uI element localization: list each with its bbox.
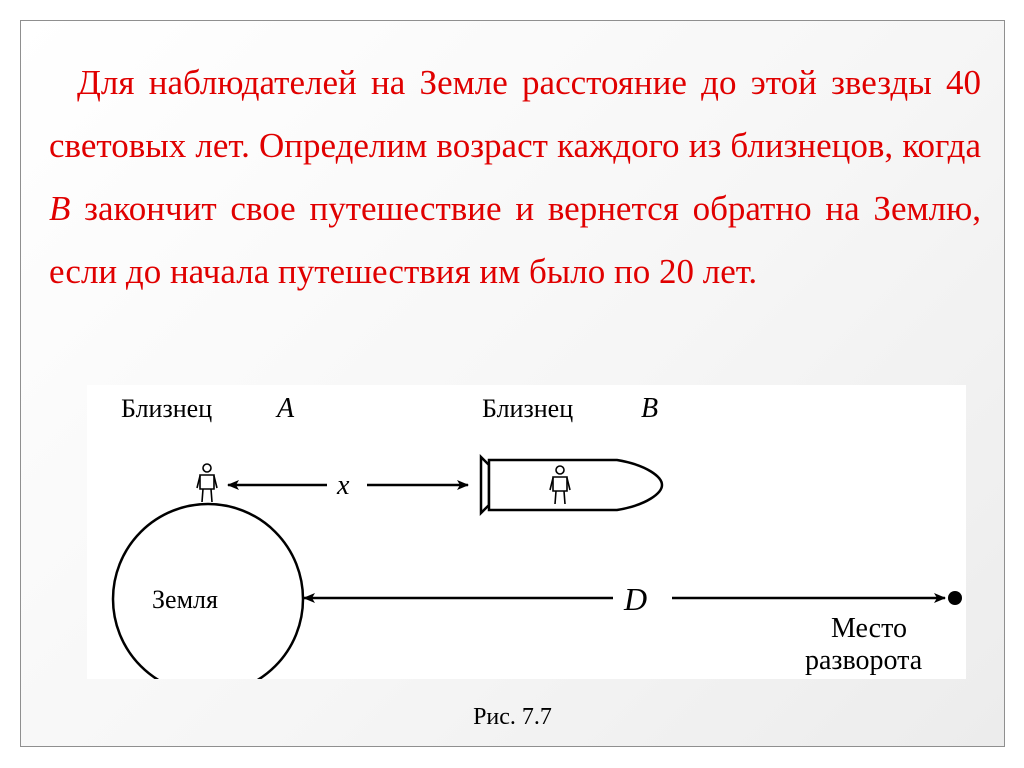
twin-a-label: Близнец bbox=[121, 394, 213, 423]
twin-a-figure-icon bbox=[197, 464, 217, 502]
turnaround-label-line2: разворота bbox=[805, 645, 923, 676]
twin-b-letter: B bbox=[49, 189, 71, 228]
d-label: D bbox=[624, 581, 648, 617]
twin-paradox-diagram bbox=[87, 385, 966, 679]
turnaround-label-line1: Место bbox=[831, 613, 907, 644]
slide bbox=[20, 20, 1005, 747]
problem-text bbox=[49, 51, 981, 303]
turnaround-point bbox=[948, 591, 962, 605]
figure-7-7 bbox=[87, 385, 966, 679]
twin-b-letter-label: B bbox=[641, 393, 659, 424]
problem-text-part1: Для наблюдателей на Земле расстояние до этой звезды 40 световых лет. Определим возраст каждого из близнецов, когда bbox=[49, 63, 981, 165]
figure-caption: Рис. 7.7 bbox=[473, 704, 552, 730]
x-label: x bbox=[337, 470, 350, 501]
earth-label: Земля bbox=[152, 585, 218, 614]
twin-a-letter: A bbox=[277, 393, 295, 424]
problem-text-part2: закончит свое путешествие и вернется обратно на Землю, если до начала путешествия им было по 20 лет. bbox=[49, 189, 981, 291]
rocket-icon bbox=[481, 457, 662, 513]
twin-b-label: Близнец bbox=[482, 394, 574, 423]
